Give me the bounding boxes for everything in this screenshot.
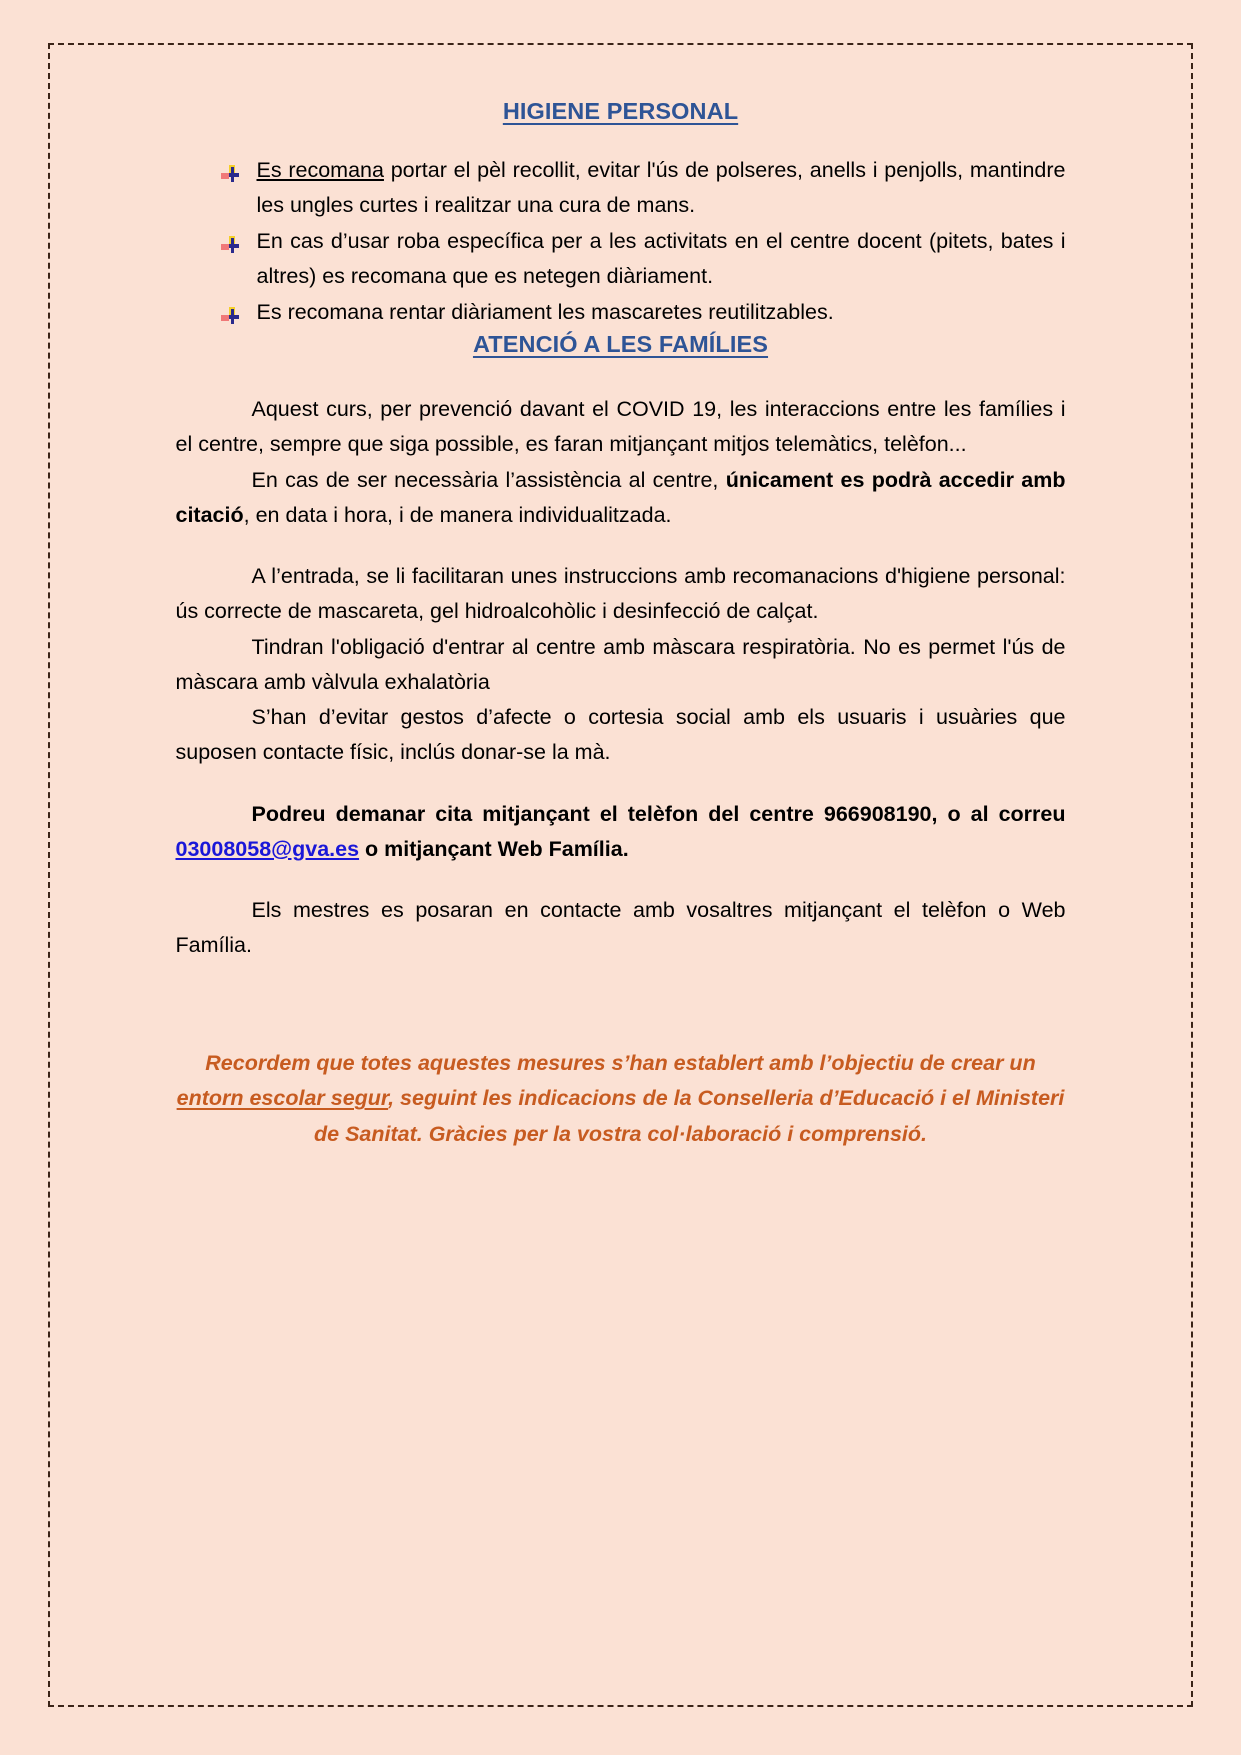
paragraph-teachers-contact: Els mestres es posaran en contacte amb vosaltres mitjançant el telèfon o Web Família. — [175, 898, 1066, 958]
footer-text-line1: Recordem que totes aquestes mesures s’han establert amb l’objectiu de crear un — [205, 1050, 1036, 1075]
list-item — [220, 153, 1066, 223]
paragraph-appointment-required — [176, 463, 1066, 534]
footer-reminder-note — [176, 1046, 1066, 1153]
document-content — [176, 46, 1066, 1153]
bullet-body-text: En cas d’usar roba específica per a les activitats en el centre docent (pitets, bates i altres) es recomana que es netegen diàriament. — [256, 229, 1066, 289]
bullet-body-text: Es recomana rentar diàriament les mascaretes reutilitzables. — [256, 300, 834, 325]
bullet-lead-text: Es recomana — [256, 158, 384, 182]
paragraph-telematic-interactions: Aquest curs, per prevenció davant el COVID 19, les interaccions entre les famílies i el centre, sempre que siga possible, es faran mitjançant mitjos telemàtics, telèfon... — [175, 397, 1066, 457]
arrow-bullet-icon — [220, 302, 240, 322]
paragraph-entrance-instructions: A l’entrada, se li facilitaran unes instruccions amb recomanacions d'higiene personal: ús correcte de mascareta, gel hidroalcohòlic i desinfecció de calçat. — [175, 564, 1066, 624]
arrow-bullet-icon — [220, 231, 240, 251]
section-title-hygiene: HIGIENE PERSONAL — [502, 98, 739, 124]
paragraph-avoid-contact: S’han d’evitar gestos d’afecte o cortesia social amb els usuaris i usuàries que suposen contacte físic, inclús donar-se la mà. — [175, 705, 1066, 765]
email-link[interactable]: 03008058@gva.es — [175, 836, 360, 861]
bullet-body-text: portar el pèl recollit, evitar l'ús de polseres, anells i penjolls, mantindre les ungles curtes i realitzar una cura de mans. — [256, 158, 1066, 218]
contact-text-pre: Podreu demanar cita mitjançant el telèfon del centre 966908190, o al correu — [251, 801, 1066, 826]
list-item — [220, 224, 1066, 294]
paragraph-contact-details — [176, 797, 1066, 868]
paragraph-text-post: , en data i hora, i de manera individualitzada. — [243, 502, 672, 527]
hygiene-bullet-list — [176, 153, 1066, 330]
paragraph-mask-obligation: Tindran l'obligació d'entrar al centre amb màscara respiratòria. No es permet l'ús de màscara amb vàlvula exhalatòria — [175, 634, 1066, 694]
paragraph-text-pre: En cas de ser necessària l’assistència al centre, — [251, 467, 726, 492]
footer-text-line2: , seguint les indicacions de la Conselleria d’Educació i el Ministeri de Sanitat. Gràcies per la vostra col·laboració i comprensió. — [314, 1086, 1065, 1147]
list-item — [220, 295, 1066, 330]
arrow-bullet-icon — [220, 160, 240, 180]
contact-text-post: o mitjançant Web Família. — [359, 836, 629, 861]
paragraph-text-bold: únicament es podrà accedir amb citació — [175, 467, 1066, 527]
section-title-families: ATENCIÓ A LES FAMÍLIES — [472, 331, 769, 358]
families-paragraphs — [176, 392, 1066, 964]
footer-text-underlined: entorn escolar segur — [176, 1086, 389, 1111]
